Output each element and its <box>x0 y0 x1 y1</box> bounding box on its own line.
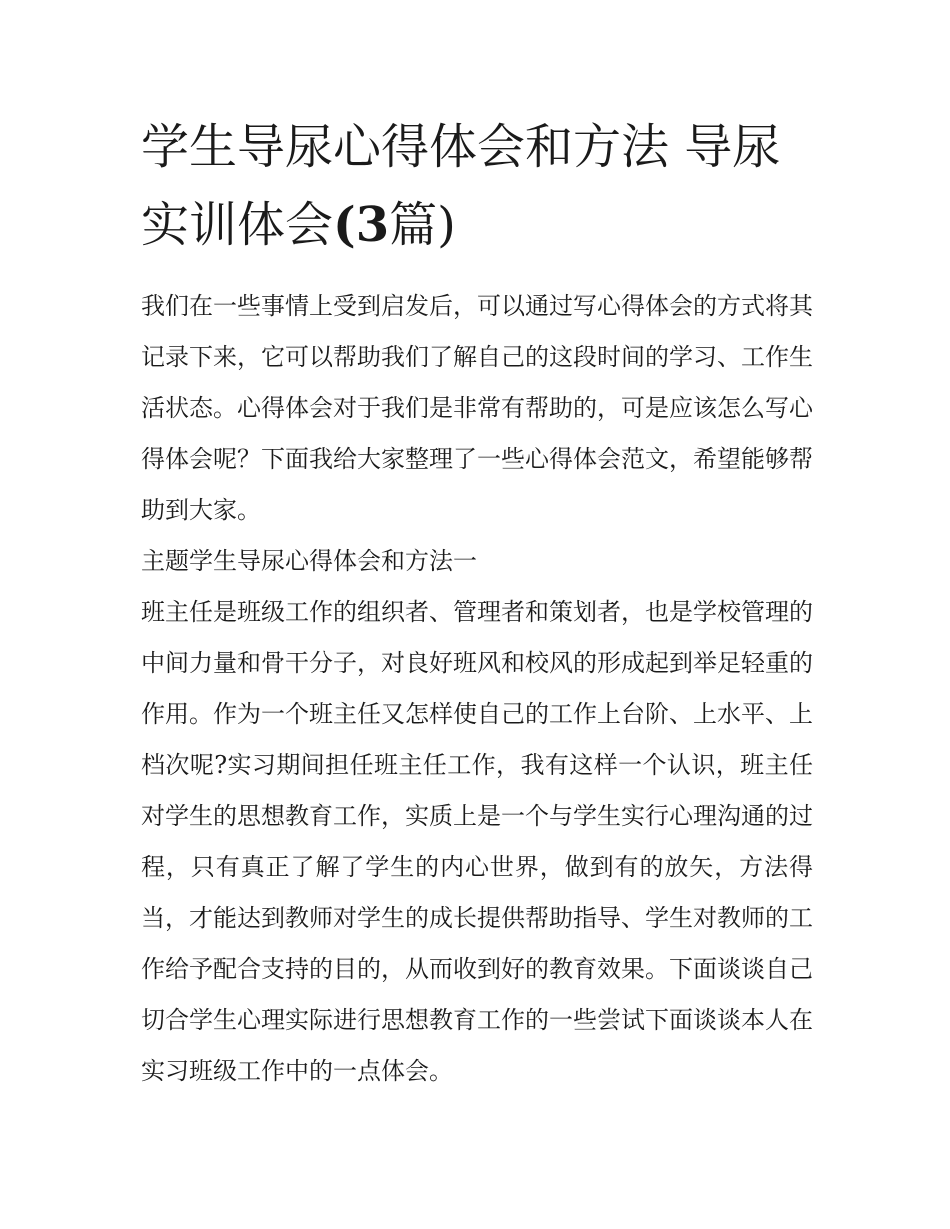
title-suffix: 篇) <box>389 197 456 253</box>
body-paragraph: 班主任是班级工作的组织者、管理者和策划者，也是学校管理的中间力量和骨干分子，对良好班风和校风的形成起到举足轻重的作用。作为一个班主任又怎样使自己的工作上台阶、上水平、上档次呢?实习期间担任班主任工作，我有这样一个认识，班主任对学生的思想教育工作，实质上是一个与学生实行心理沟通的过程，只有真正了解了学生的内心世界，做到有的放矢，方法得当，才能达到教师对学生的成长提供帮助指导、学生对教师的工作给予配合支持的目的，从而收到好的教育效果。下面谈谈自己切合学生心理实际进行思想教育工作的一些尝试下面谈谈本人在实习班级工作中的一点体会。 <box>141 598 813 1085</box>
document-page <box>141 108 813 1097</box>
intro-paragraph: 我们在一些事情上受到启发后，可以通过写心得体会的方式将其记录下来，它可以帮助我们了解自己的这段时间的学习、工作生活状态。心得体会对于我们是非常有帮助的，可是应该怎么写心得体会呢？下面我给大家整理了一些心得体会范文，希望能够帮助到大家。 <box>141 292 813 524</box>
title-text: 学生导尿心得体会和方法 导尿实训体会 <box>141 119 781 253</box>
title-count: (3 <box>333 197 390 253</box>
section-heading: 主题学生导尿心得体会和方法一 <box>141 547 477 575</box>
document-title <box>141 108 813 264</box>
